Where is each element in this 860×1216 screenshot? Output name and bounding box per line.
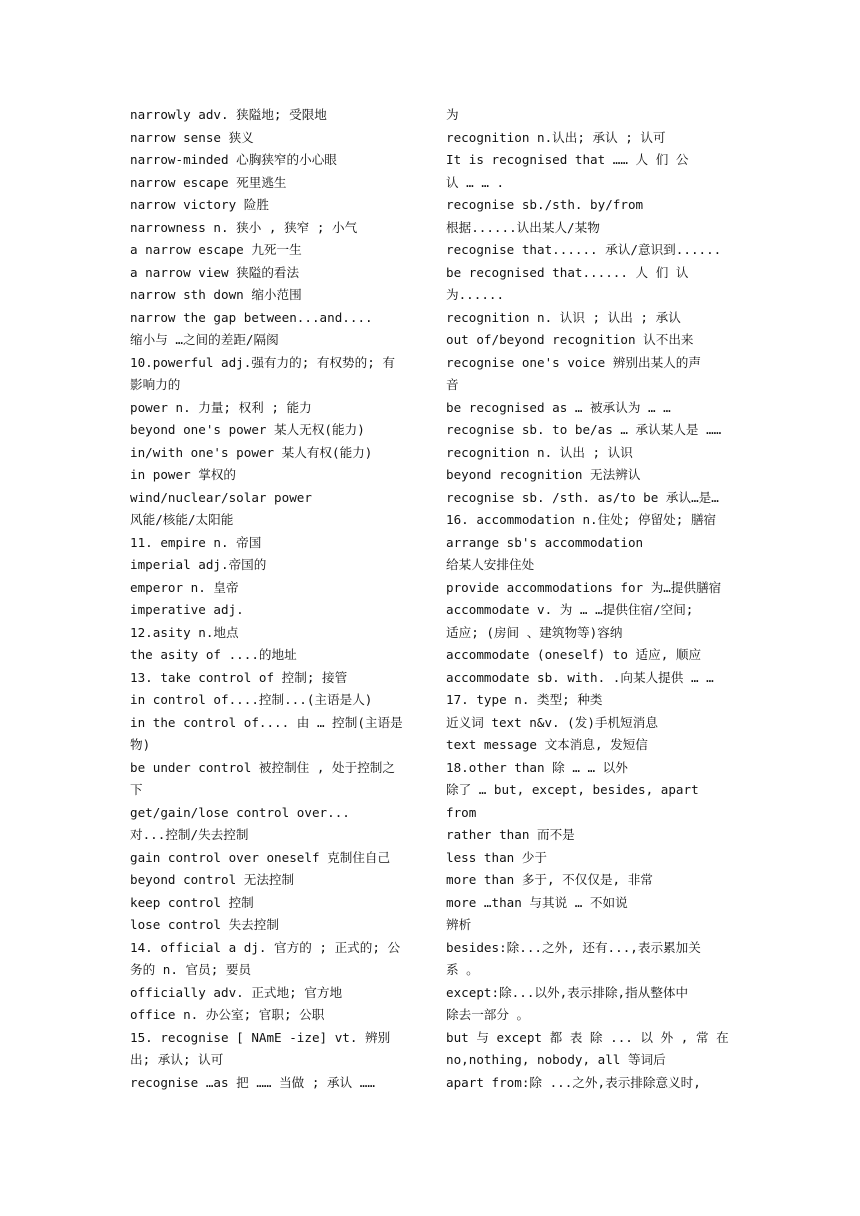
right-column-text-line: apart from:除 ...之外,表示排除意义时, [446,1074,701,1090]
left-column-text-line: 12.asity n.地点 [130,624,239,640]
left-column-text-line: beyond one's power 某人无权(能力) [130,422,365,437]
right-column-text-line: text message 文本消息, 发短信 [446,737,648,752]
left-column-text-line: narrow escape 死里逃生 [130,174,287,190]
left-column-text-line: keep control 控制 [130,894,254,910]
right-column [446,104,736,1094]
left-column-text-line: narrow sense 狭义 [130,129,254,145]
left-column-text-line: 对...控制/失去控制 [130,827,249,842]
right-column-text-line: recognise sb. /sth. as/to be 承认…是… [446,489,719,505]
left-column-text-line: 缩小与 …之间的差距/隔阂 [130,332,279,347]
left-column-text-line: be under control 被控制住 , 处于控制之 [130,759,395,775]
left-column-text-line: 出; 承认; 认可 [130,1052,224,1067]
right-column-text-line: 除去一部分 。 [446,1007,530,1022]
right-column-text-line: 17. type n. 类型; 种类 [446,692,603,707]
right-column-text-line: beyond recognition 无法辨认 [446,467,641,482]
right-column-text-line: from [446,804,477,820]
left-column-text-line: office n. 办公室; 官职; 公职 [130,1007,325,1022]
left-column [130,104,420,1094]
right-column-text-line: 除了 … but, except, besides, apart [446,782,699,797]
right-column-text-line: 根据......认出某人/某物 [446,219,600,235]
left-column-text-line: 务的 n. 官员; 要员 [130,962,252,977]
right-column-text-line: 16. accommodation n.住处; 停留处; 膳宿 [446,512,717,527]
right-column-text-line: accommodate sb. with. .向某人提供 … … [446,669,714,685]
right-column-text-line: 认 … … . [446,174,505,190]
right-column-text-line: but 与 except 都 表 除 ... 以 外 , 常 在 [446,1029,729,1045]
right-column-text-line: 给某人安排住处 [446,557,535,572]
left-column-text-line: in power 掌权的 [130,467,237,482]
right-column-text-line: provide accommodations for 为…提供膳宿 [446,579,722,595]
right-column-text-line: recognise sb. to be/as … 承认某人是 …… [446,422,722,437]
left-column-text-line: imperial adj.帝国的 [130,557,267,572]
left-column-text-line: in/with one's power 某人有权(能力) [130,444,373,460]
left-column-text-line: officially adv. 正式地; 官方地 [130,984,343,1000]
right-column-text-line: recognise one's voice 辨别出某人的声 [446,354,701,370]
left-column-text-line: narrow victory 险胜 [130,197,269,212]
right-column-text-line: 为 [446,107,459,122]
left-column-text-line: a narrow escape 九死一生 [130,242,302,257]
right-column-text-line: recognition n. 认识 ; 认出 ; 承认 [446,309,681,325]
right-column-text-line: accommodate (oneself) to 适应, 顺应 [446,647,702,662]
left-column-text-line: in control of....控制...(主语是人) [130,692,373,707]
left-column-text-line: get/gain/lose control over... [130,804,350,820]
left-column-text-line: beyond control 无法控制 [130,872,295,887]
left-column-text-line: recognise …as 把 …… 当做 ; 承认 …… [130,1074,375,1090]
right-column-text-line: accommodate v. 为 … …提供住宿/空间; [446,602,694,617]
left-column-text-line: 15. recognise [ NAmE -ize] vt. 辨别 [130,1029,391,1045]
right-column-text-line: be recognised that...... 人 们 认 [446,264,689,280]
right-column-text-line: more than 多于, 不仅仅是, 非常 [446,872,653,887]
left-column-text-line: narrowly adv. 狭隘地; 受限地 [130,107,327,122]
right-column-text-line: out of/beyond recognition 认不出来 [446,332,694,347]
left-column-text-line: lose control 失去控制 [130,917,279,932]
right-column-text-line: 音 [446,377,459,392]
right-column-text-line: rather than 而不是 [446,827,575,842]
right-column-text-line: less than 少于 [446,849,548,865]
left-column-text-line: 风能/核能/太阳能 [130,512,234,527]
left-column-text-line: 物) [130,737,151,752]
right-column-text-line: recognition n. 认出 ; 认识 [446,444,633,460]
right-column-text-line: except:除...以外,表示排除,指从整体中 [446,984,689,1000]
right-column-text-line: 18.other than 除 … … 以外 [446,759,628,775]
left-column-text-line: wind/nuclear/solar power [130,489,312,505]
right-column-text-line: 为...... [446,287,505,302]
left-column-text-line: the asity of ....的地址 [130,647,297,662]
right-column-text-line: arrange sb's accommodation [446,534,644,550]
left-column-text-line: narrow the gap between...and.... [130,309,373,325]
right-column-text-line: recognise that...... 承认/意识到...... [446,242,722,257]
left-column-text-line: a narrow view 狭隘的看法 [130,264,300,280]
left-column-text-line: narrow sth down 缩小范围 [130,287,302,302]
left-column-text-line: imperative adj. [130,602,244,617]
right-column-text-line: be recognised as … 被承认为 … … [446,399,671,415]
right-column-text-line: 适应; (房间 、建筑物等)容纳 [446,624,623,640]
left-column-text-line: gain control over oneself 克制住自己 [130,849,391,865]
left-column-text-line: 下 [130,782,143,797]
right-column-text-line: recognition n.认出; 承认 ; 认可 [446,129,666,145]
right-column-text-line: It is recognised that …… 人 们 公 [446,152,689,167]
right-column-text-line: 近义词 text n&v. (发)手机短消息 [446,714,658,730]
left-column-text-line: 影响力的 [130,377,181,392]
left-column-text-line: power n. 力量; 权利 ; 能力 [130,399,312,415]
right-column-text-line: more …than 与其说 … 不如说 [446,894,628,910]
right-column-text-line: 辨析 [446,917,472,932]
left-column-text-line: 14. official a dj. 官方的 ; 正式的; 公 [130,939,401,955]
left-column-text-line: emperor n. 皇帝 [130,579,239,595]
left-column-text-line: narrow-minded 心胸狭窄的小心眼 [130,152,337,167]
right-column-text-line: recognise sb./sth. by/from [446,197,644,212]
right-column-text-line: besides:除...之外, 还有...,表示累加关 [446,939,701,955]
left-column-text-line: in the control of.... 由 … 控制(主语是 [130,714,403,730]
left-column-text-line: narrowness n. 狭小 , 狭窄 ; 小气 [130,219,358,235]
right-column-text-line: 系 。 [446,962,479,977]
right-column-text-line: no,nothing, nobody, all 等词后 [446,1052,666,1067]
left-column-text-line: 10.powerful adj.强有力的; 有权势的; 有 [130,354,395,370]
left-column-text-line: 11. empire n. 帝国 [130,534,262,550]
left-column-text-line: 13. take control of 控制; 接管 [130,669,348,685]
